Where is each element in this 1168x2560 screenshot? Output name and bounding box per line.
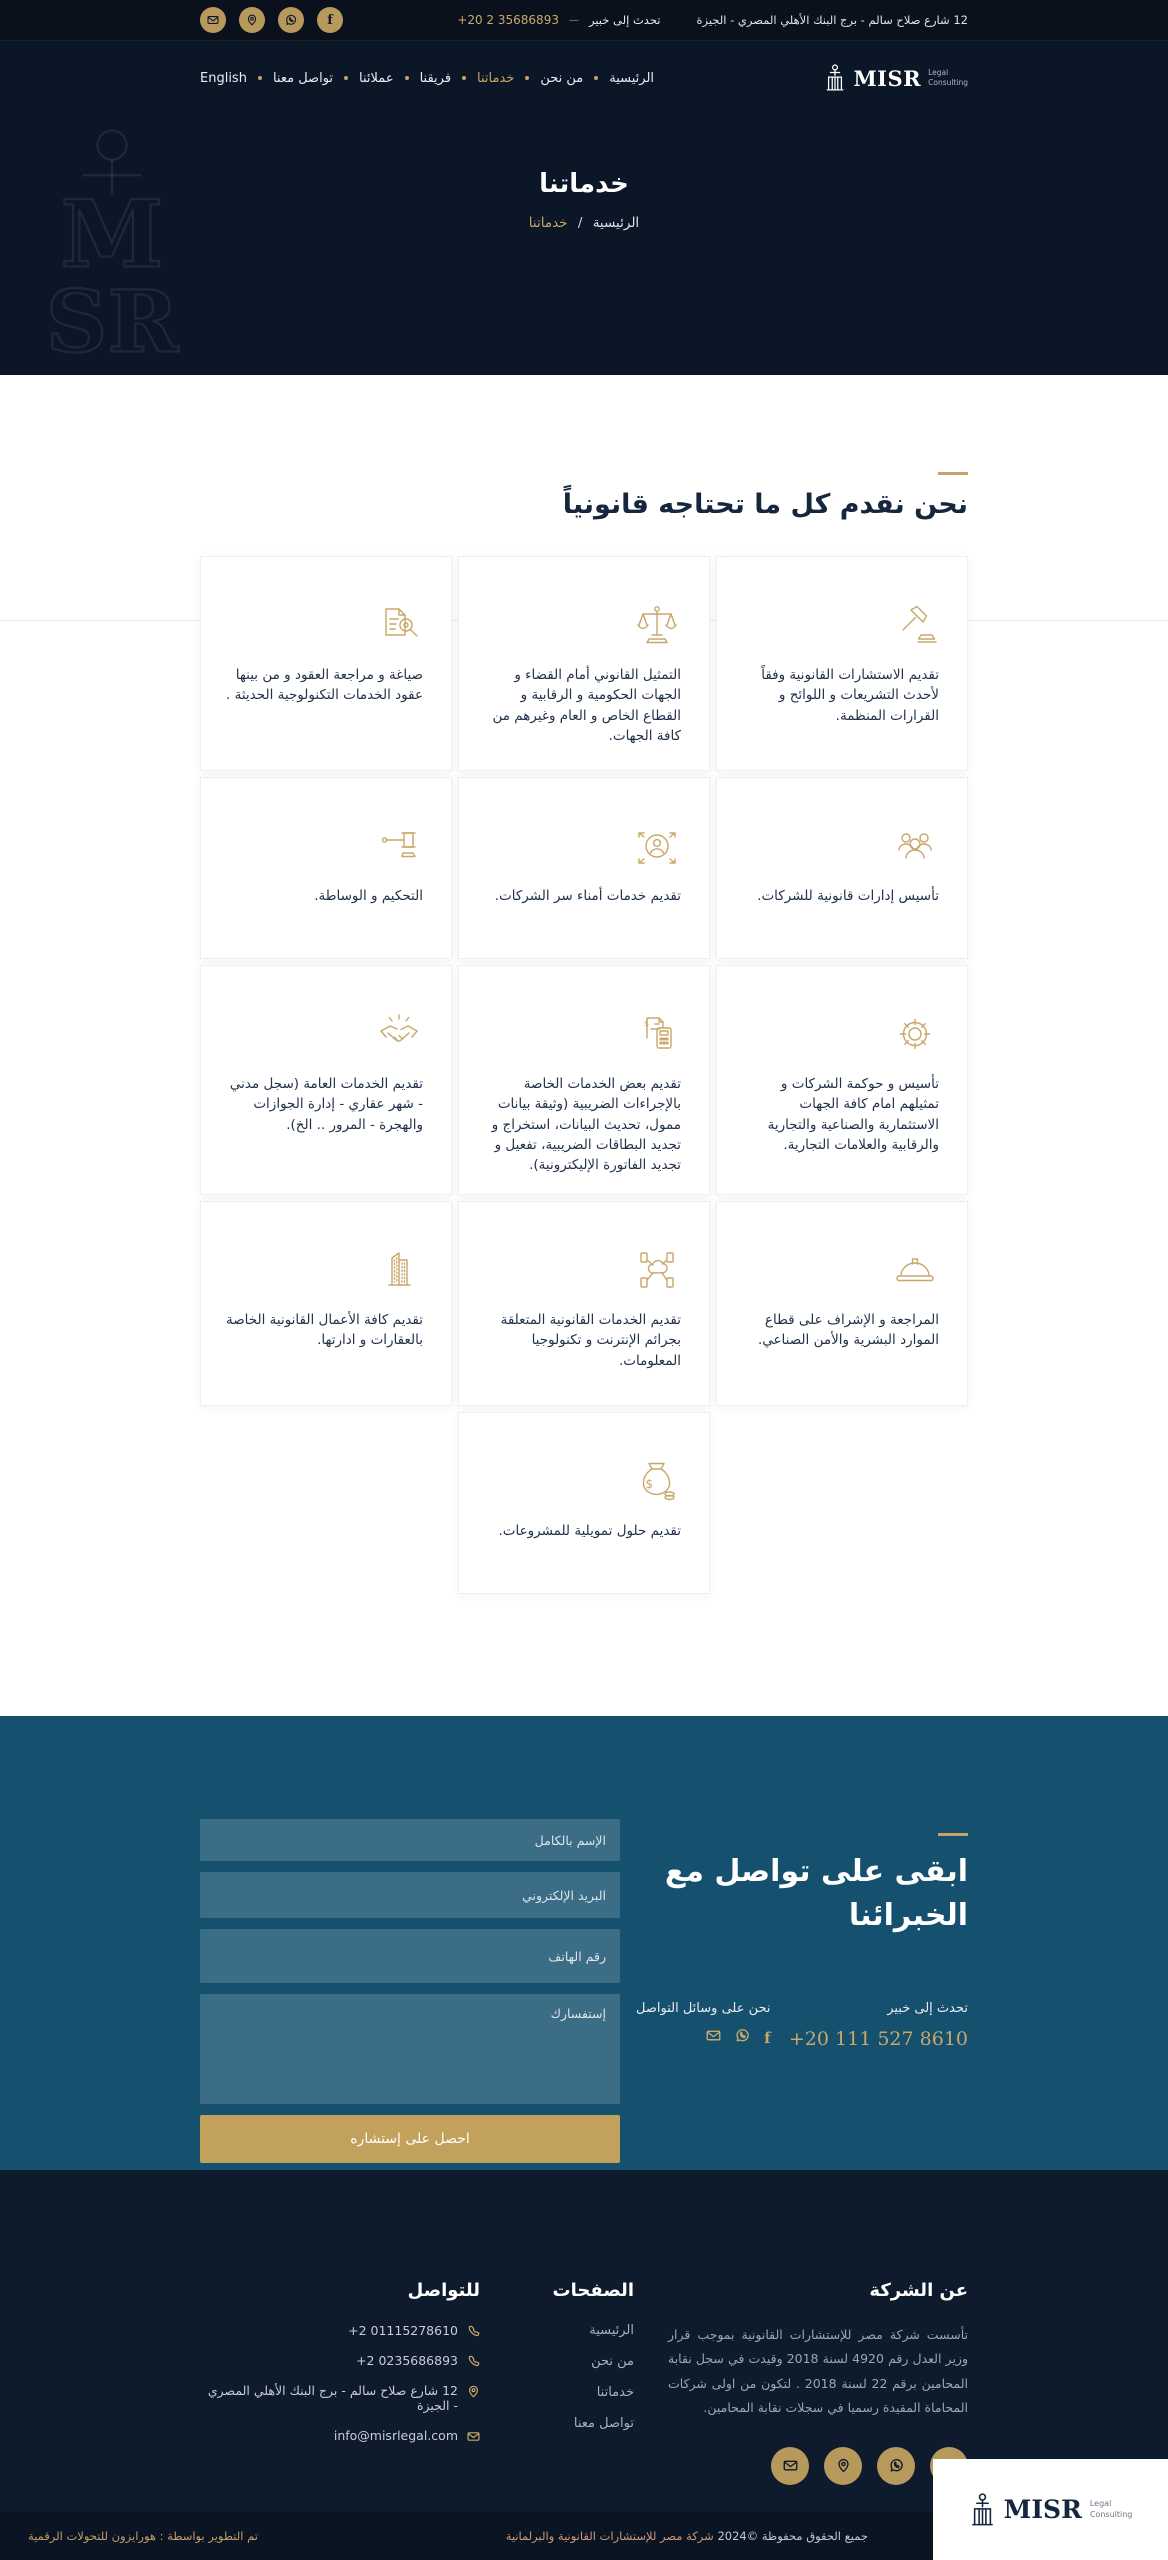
- whatsapp-icon[interactable]: [278, 7, 304, 33]
- footer-link-services[interactable]: خدماتنا: [596, 2385, 634, 2400]
- services-title: نحن نقدم كل ما تحتاجه قانونياً: [562, 489, 968, 520]
- service-card-text: تقديم الخدمات العامة (سجل مدني - شهر عقاري - إدارة الجوازات والهجرة - المرور .. الخ).: [229, 1076, 423, 1133]
- footer-social-icons: [668, 2447, 968, 2485]
- service-card-public-services: [200, 965, 452, 1195]
- brand-name: MISR: [1003, 2495, 1082, 2524]
- network-icon: [633, 1246, 681, 1294]
- footer-phone-link[interactable]: +2 0235686893: [356, 2353, 458, 2368]
- social-media-label: نحن على وسائل التواصل: [636, 2001, 771, 2016]
- service-card-text: تقديم كافة الأعمال القانونية الخاصة بالعقارات و ادارتها.: [225, 1312, 423, 1349]
- menu-dot: [344, 76, 348, 80]
- footer-link-home[interactable]: الرئيسية: [589, 2323, 634, 2338]
- hero-section: [0, 41, 1168, 375]
- service-card-tax-services: [458, 965, 710, 1195]
- inquiry-textarea[interactable]: [200, 1994, 620, 2104]
- facebook-icon[interactable]: f: [317, 7, 343, 33]
- service-card-text: صياغة و مراجعة العقود و من بينها عقود الخدمات التكنولوجية الحديثة .: [226, 667, 423, 704]
- svg-text:M: M: [60, 179, 164, 289]
- gold-accent-dash: [938, 472, 968, 475]
- service-card-text: تقديم الخدمات القانونية المتعلقة بجرائم الإنترنت و تكنولوجيا المعلومات.: [500, 1312, 681, 1369]
- phone-icon: [467, 2355, 480, 2368]
- email-icon[interactable]: [200, 7, 226, 33]
- contact-social-block: [636, 2001, 771, 2050]
- services-grid: [200, 556, 968, 1594]
- navbar: [200, 41, 968, 115]
- service-card-consulting: [716, 556, 968, 771]
- brand-tagline: Legal Consulting: [928, 68, 968, 87]
- services-section: [0, 375, 1168, 1716]
- handshake-icon: [375, 1010, 423, 1058]
- menu-dot: [258, 76, 262, 80]
- service-card-cybercrime: [458, 1201, 710, 1406]
- footer-logo-box: [933, 2459, 1168, 2560]
- service-card-text: تأسيس إدارات قانونية للشركات.: [757, 888, 939, 904]
- whatsapp-icon[interactable]: [735, 2028, 750, 2047]
- moneybag-icon: [633, 1457, 681, 1505]
- topbar-phone-link[interactable]: +20 2 35686893: [457, 13, 559, 27]
- service-card-contracts: [200, 556, 452, 771]
- location-icon[interactable]: [239, 7, 265, 33]
- hero-content: [0, 169, 1168, 231]
- company-name: شركة مصر للإستشارات القانونية والبرلمانية: [505, 2529, 714, 2543]
- footer-link-about[interactable]: من نحن: [591, 2354, 634, 2369]
- anchor-logo-icon: [969, 2492, 996, 2528]
- nav-item-services[interactable]: خدماتنا: [477, 70, 515, 86]
- brand-logo[interactable]: [969, 2492, 1133, 2528]
- location-icon[interactable]: [824, 2447, 862, 2485]
- brand-name: MISR: [853, 65, 922, 91]
- fullname-input[interactable]: [200, 1819, 620, 1861]
- service-card-text: المراجعة و الإشراف على قطاع الموارد البشرية والأمن الصناعي.: [757, 1312, 939, 1349]
- contract-review-icon: [375, 601, 423, 649]
- whatsapp-icon[interactable]: [877, 2447, 915, 2485]
- menu-dot: [405, 76, 409, 80]
- service-card-hr-audit: [716, 1201, 968, 1406]
- footer-email-item: [200, 2428, 480, 2443]
- footer-contact-title: للتواصل: [407, 2280, 480, 2301]
- footer-about-column: [668, 2280, 968, 2485]
- footer-contact-column: [200, 2280, 480, 2458]
- footer-pages-title: الصفحات: [552, 2280, 634, 2301]
- service-card-governance: [716, 965, 968, 1195]
- svg-text:$: $: [645, 1477, 653, 1491]
- get-consultation-button[interactable]: احصل على إستشاره: [200, 2115, 620, 2163]
- nav-item-clients[interactable]: عملائنا: [359, 70, 394, 86]
- service-card-text: تقديم حلول تمويلية للمشروعات.: [498, 1523, 681, 1539]
- breadcrumb-home[interactable]: الرئيسية: [592, 215, 640, 231]
- service-card-text: التحكيم و الوساطة.: [314, 888, 423, 904]
- scales-icon: [633, 601, 681, 649]
- footer-phone-item: [200, 2323, 480, 2338]
- service-card-legal-departments: [716, 777, 968, 959]
- footer-email-link[interactable]: info@misrlegal.com: [333, 2428, 458, 2443]
- service-card-text: تأسيس و حوكمة الشركات و تمثيلهم امام كافة الجهات الاستثمارية والصناعية والتجارية والرقابية والعلامات التجارية.: [767, 1076, 939, 1153]
- hardhat-icon: [891, 1246, 939, 1294]
- nav-item-home[interactable]: الرئيسية: [609, 70, 655, 86]
- phone-input[interactable]: [200, 1929, 620, 1983]
- talk-to-expert-label: تحدث إلى خبير: [887, 2001, 968, 2016]
- brand-logo[interactable]: [824, 63, 968, 93]
- service-card-real-estate: [200, 1201, 452, 1406]
- footer-about-title: عن الشركة: [869, 2280, 968, 2301]
- address-text: 12 شارع صلاح سالم - برج البنك الأهلي المصري - الجيزة: [696, 13, 968, 27]
- contact-social-icons: [636, 2028, 771, 2047]
- menu-dot: [525, 76, 529, 80]
- service-card-financing: [458, 1412, 710, 1594]
- anchor-logo-icon: [824, 63, 846, 93]
- breadcrumb-separator: /: [577, 215, 583, 231]
- nav-item-about[interactable]: من نحن: [540, 70, 584, 86]
- service-card-representation: [458, 556, 710, 771]
- footer-about-text: تأسست شركة مصر للإستشارات القانونية بموجب قرار وزير العدل رقم 4920 لسنة 2018 وقيدت في سجل نقابة المحامين برقم 22 لسنة 2018 . لتكون من اولى شركات المحاماة المقيدة رسميا في سجلات نقابة المحامين.: [668, 2327, 968, 2416]
- service-card-arbitration: [200, 777, 452, 959]
- contact-meta: [636, 2001, 968, 2050]
- gold-accent-dash: [938, 1833, 968, 1836]
- secretary-icon: [633, 822, 681, 870]
- footer-link-contact[interactable]: تواصل معنا: [573, 2416, 634, 2431]
- menu-dot: [594, 76, 598, 80]
- email-icon[interactable]: [771, 2447, 809, 2485]
- footer-pages-column: [514, 2280, 634, 2447]
- location-icon: [467, 2385, 480, 2398]
- nav-item-team[interactable]: فريقنا: [419, 70, 452, 86]
- service-card-secretary: [458, 777, 710, 959]
- service-card-text: تقديم بعض الخدمات الخاصة بالإجراءات الضريبية (وثيقة بيانات ممول، تحديث البيانات، استخراج و تجديد البطاقات الضريبية، تفعيل و تجديد الفاتورة الإليكترونية).: [491, 1076, 681, 1173]
- breadcrumb-current: خدماتنا: [528, 215, 568, 231]
- gavel-icon: [891, 601, 939, 649]
- email-icon: [467, 2430, 480, 2443]
- footer-phone-link[interactable]: +2 01115278610: [348, 2323, 458, 2338]
- contact-intro: [633, 1819, 968, 2050]
- topbar: [0, 0, 1168, 41]
- dash-separator: —: [568, 14, 579, 26]
- phone-icon: [467, 2325, 480, 2338]
- talk-to-expert-label: تحدث إلى خبير: [588, 13, 661, 27]
- footer-address-text: 12 شارع صلاح سالم - برج البنك الأهلي المصري - الجيزة: [207, 2383, 458, 2413]
- tax-calculator-icon: [633, 1010, 681, 1058]
- arbitration-gavel-icon: [375, 822, 423, 870]
- footer-phone-item: [200, 2353, 480, 2368]
- facebook-icon[interactable]: f: [764, 2029, 771, 2047]
- talk-to-expert-block: [789, 2001, 968, 2050]
- svg-text:SR: SR: [45, 272, 179, 371]
- contact-title: ابقى على تواصل مع الخبرائنا: [664, 1854, 968, 1933]
- building-icon: [375, 1246, 423, 1294]
- governance-gear-icon: [891, 1010, 939, 1058]
- svg-text:$: $: [643, 1019, 649, 1028]
- contact-section: [0, 1716, 1168, 2170]
- topbar-info: [457, 13, 968, 27]
- consultation-form: [200, 1819, 620, 2163]
- legal-team-icon: [891, 822, 939, 870]
- nav-item-contact[interactable]: تواصل معنا: [272, 70, 334, 86]
- page-title: خدماتنا: [539, 169, 629, 199]
- misr-logo-watermark: [14, 119, 210, 371]
- contact-phone-link[interactable]: +20 111 527 8610: [788, 2028, 968, 2050]
- main-menu: [200, 71, 654, 86]
- brand-tagline: Legal Consulting: [1089, 2499, 1133, 2519]
- topbar-social: [200, 7, 343, 33]
- service-card-text: التمثيل القانوني أمام القضاء و الجهات الحكومية و الرقابية و القطاع الخاص و العام وغيرهم من كافة الجهات.: [492, 667, 681, 744]
- email-input[interactable]: [200, 1872, 620, 1918]
- nav-item-language[interactable]: English: [200, 70, 247, 86]
- email-icon[interactable]: [706, 2028, 721, 2047]
- menu-dot: [462, 76, 466, 80]
- service-card-text: تقديم الاستشارات القانونية وفقاً لأحدث التشريعات و اللوائح و القرارات المنظمة.: [761, 667, 939, 724]
- service-card-text: تقديم خدمات أمناء سر الشركات.: [494, 888, 681, 904]
- copyright-text: جميع الحقوق محفوظة ©2024 شركة مصر للإستشارات القانونية والبرلمانية: [505, 2529, 868, 2543]
- breadcrumb: [0, 215, 1168, 231]
- footer-address-item: [200, 2383, 480, 2413]
- developer-credit: تم التطوير بواسطة : هورايزون للتحولات الرقمية: [28, 2529, 258, 2543]
